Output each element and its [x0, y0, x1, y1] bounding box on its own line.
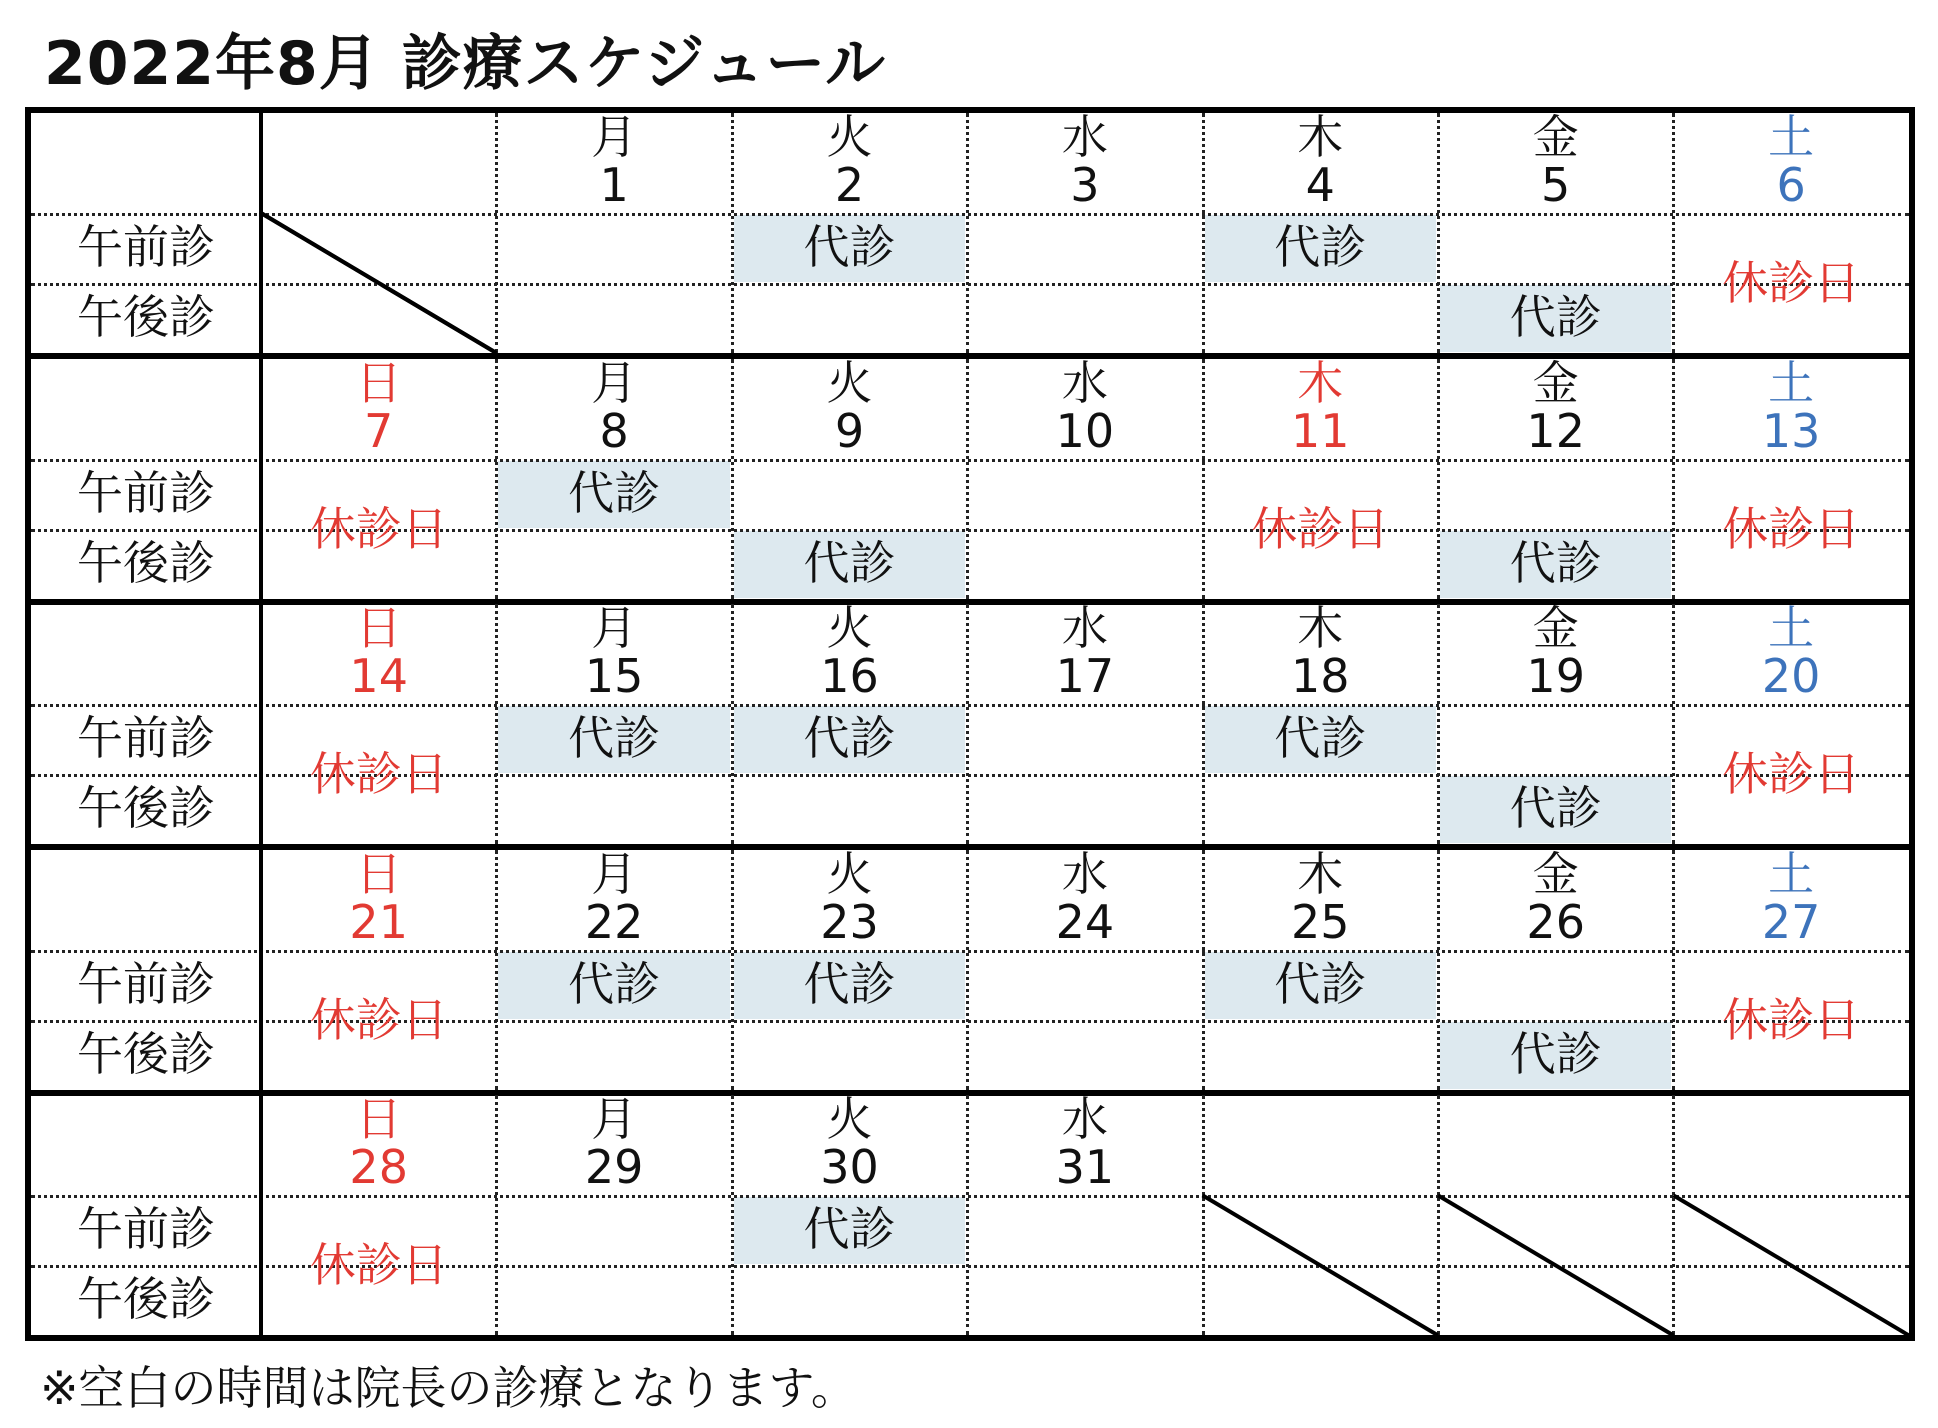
- day-of-week: 木: [1297, 601, 1344, 656]
- day-of-week: 月: [591, 1092, 638, 1147]
- date-number: 7: [364, 403, 394, 458]
- row-divider: [31, 283, 1909, 286]
- date-number: 18: [1291, 649, 1350, 704]
- day-of-week: 土: [1768, 355, 1815, 410]
- date-number: 13: [1761, 403, 1821, 458]
- day-of-week: 木: [1297, 355, 1344, 410]
- date-number: 29: [584, 1140, 644, 1195]
- date-number: 1: [599, 158, 629, 212]
- closed-label: 休診日: [1722, 501, 1861, 556]
- closed-label: 休診日: [309, 501, 448, 556]
- substitute-label: 代診: [568, 465, 661, 520]
- closed-label: 休診日: [1722, 992, 1861, 1047]
- substitute-label: 代診: [803, 535, 896, 590]
- substitute-label: 代診: [1509, 290, 1602, 344]
- substitute-label: 代診: [1274, 956, 1367, 1011]
- date-number: 31: [1055, 1140, 1115, 1195]
- date-number: 9: [834, 403, 865, 458]
- day-of-week: 日: [355, 846, 402, 901]
- footnote: ※空白の時間は院長の診療となります。: [40, 1361, 857, 1415]
- date-number: 26: [1526, 894, 1585, 949]
- closed-label: 休診日: [309, 992, 448, 1047]
- date-number: 17: [1055, 649, 1115, 704]
- day-of-week: 月: [591, 846, 638, 901]
- substitute-label: 代診: [803, 1202, 896, 1257]
- pm-label: 午後診: [77, 1272, 215, 1327]
- closed-label: 休診日: [309, 1238, 448, 1293]
- day-of-week: 金: [1532, 110, 1579, 164]
- day-column-divider: [1437, 1095, 1440, 1335]
- day-of-week: 水: [1061, 601, 1108, 656]
- day-of-week: 月: [591, 355, 638, 410]
- date-number: 15: [584, 649, 644, 704]
- date-number: 2: [834, 158, 865, 212]
- row-divider: [31, 950, 1909, 953]
- substitute-label: 代診: [803, 220, 896, 274]
- day-of-week: 土: [1768, 110, 1815, 164]
- pm-label: 午後診: [77, 781, 215, 836]
- label-column-divider: [259, 113, 263, 359]
- row-divider: [31, 704, 1909, 707]
- date-number: 6: [1776, 158, 1806, 212]
- date-number: 11: [1291, 403, 1350, 458]
- day-of-week: 水: [1061, 1092, 1108, 1147]
- page-title: 2022年8月 診療スケジュール: [44, 29, 887, 99]
- date-number: 28: [349, 1140, 408, 1195]
- row-divider: [31, 213, 1909, 216]
- closed-label: 休診日: [1722, 747, 1861, 802]
- date-number: 20: [1761, 649, 1821, 704]
- day-of-week: 木: [1297, 846, 1344, 901]
- pm-label: 午後診: [77, 1026, 215, 1081]
- day-of-week: 火: [826, 846, 873, 901]
- date-number: 4: [1305, 158, 1335, 212]
- date-number: 30: [820, 1140, 879, 1195]
- substitute-label: 代診: [803, 711, 896, 766]
- closed-label: 休診日: [1722, 256, 1861, 310]
- pm-label: 午後診: [77, 535, 215, 590]
- day-of-week: 金: [1532, 355, 1579, 410]
- date-number: 23: [820, 894, 879, 949]
- substitute-label: 代診: [1509, 535, 1602, 590]
- closed-label: 休診日: [309, 747, 448, 802]
- day-column-divider: [1672, 1095, 1675, 1335]
- day-of-week: 火: [826, 1092, 873, 1147]
- day-of-week: 水: [1061, 846, 1108, 901]
- day-of-week: 土: [1768, 601, 1815, 656]
- day-of-week: 火: [826, 110, 873, 164]
- am-label: 午前診: [77, 956, 215, 1011]
- day-of-week: 日: [355, 601, 402, 656]
- substitute-label: 代診: [803, 956, 896, 1011]
- am-label: 午前診: [77, 465, 215, 520]
- date-number: 10: [1055, 403, 1115, 458]
- row-divider: [31, 1195, 1909, 1198]
- closed-label: 休診日: [1251, 501, 1390, 556]
- am-label: 午前診: [77, 711, 215, 766]
- day-of-week: 水: [1061, 355, 1108, 410]
- schedule-calendar: [25, 107, 1915, 1341]
- substitute-label: 代診: [1509, 1026, 1602, 1081]
- date-number: 27: [1761, 894, 1821, 949]
- date-number: 8: [599, 403, 629, 458]
- date-number: 19: [1526, 649, 1585, 704]
- substitute-label: 代診: [568, 956, 661, 1011]
- am-label: 午前診: [77, 1202, 215, 1257]
- date-number: 12: [1526, 403, 1585, 458]
- day-of-week: 火: [826, 601, 873, 656]
- date-number: 5: [1541, 158, 1571, 212]
- substitute-label: 代診: [1274, 220, 1367, 274]
- substitute-label: 代診: [1509, 781, 1602, 836]
- am-label: 午前診: [77, 220, 215, 274]
- day-of-week: 土: [1768, 846, 1815, 901]
- day-of-week: 金: [1532, 846, 1579, 901]
- substitute-label: 代診: [1274, 711, 1367, 766]
- date-number: 24: [1055, 894, 1115, 949]
- date-number: 22: [584, 894, 644, 949]
- day-of-week: 日: [355, 355, 402, 410]
- day-of-week: 日: [355, 1092, 402, 1147]
- day-of-week: 火: [826, 355, 873, 410]
- date-number: 3: [1070, 158, 1100, 212]
- date-number: 25: [1291, 894, 1350, 949]
- row-divider: [31, 459, 1909, 462]
- date-number: 14: [349, 649, 408, 704]
- substitute-label: 代診: [568, 711, 661, 766]
- date-number: 16: [820, 649, 879, 704]
- day-of-week: 木: [1297, 110, 1344, 164]
- day-of-week: 月: [591, 110, 638, 164]
- date-number: 21: [349, 894, 408, 949]
- day-of-week: 金: [1532, 601, 1579, 656]
- day-of-week: 水: [1061, 110, 1108, 164]
- day-of-week: 月: [591, 601, 638, 656]
- pm-label: 午後診: [77, 290, 215, 344]
